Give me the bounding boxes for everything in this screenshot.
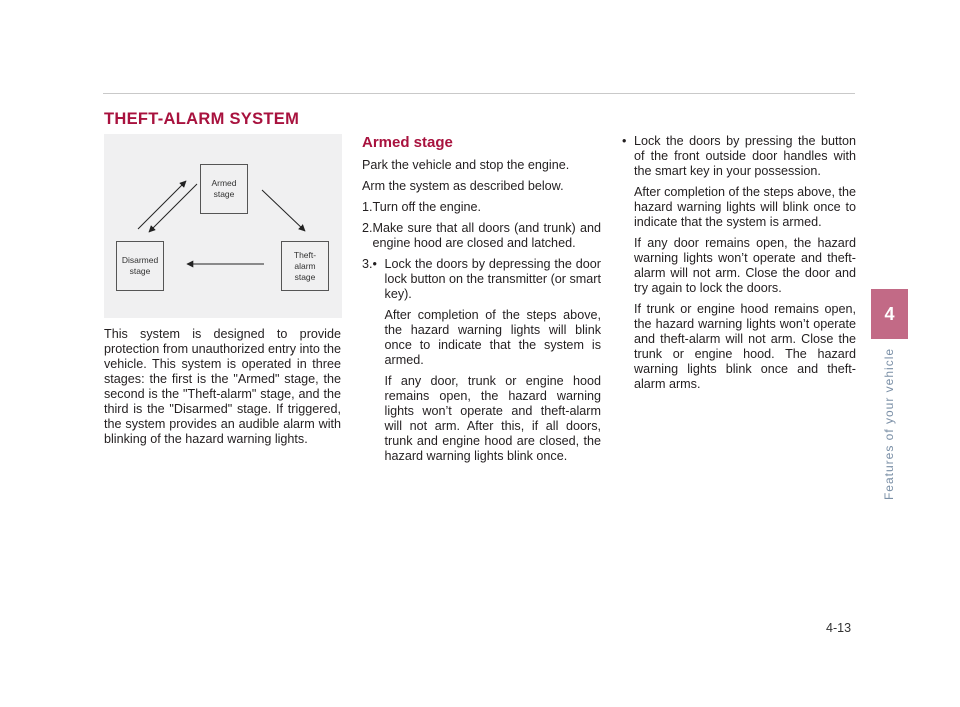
step-2-number: 2.: [362, 221, 373, 235]
armed-stage-box: Armed stage: [200, 164, 248, 214]
bullet-marker: •: [372, 257, 377, 271]
armed-intro-1: Park the vehicle and stop the engine.: [362, 158, 570, 172]
step-3-number: 3.: [362, 257, 373, 271]
bullet-transmitter-text: Lock the doors by depressing the door lock button on the transmitter (or smart key).: [384, 257, 601, 301]
intro-paragraph: This system is designed to provide protection from unauthorized entry into the vehicle. This system is operated in three stages: the first is the "Armed" stage, the second is the "Theft-alarm" stage, and the third is the "Disarmed" stage. If triggered, the system provides an audible alarm with blinking of the hazard warning lights.: [104, 327, 341, 446]
smart-key-column: [618, 134, 856, 392]
arrow-armed-to-disarmed: [149, 184, 197, 232]
chapter-number: 4: [884, 304, 895, 324]
smart-key-armed-note: After completion of the steps above, the hazard warning lights will blink once to indicate that the system is armed.: [634, 185, 856, 229]
step-2-text: Make sure that all doors (and trunk) and engine hood are closed and latched.: [372, 221, 601, 250]
stage-diagram: [104, 134, 342, 318]
armed-intro-2: Arm the system as described below.: [362, 179, 564, 193]
chapter-side-label: Features of your vehicle: [882, 347, 896, 501]
bullet-smart-key: [622, 134, 856, 179]
arrow-disarmed-to-armed: [138, 181, 186, 229]
bullet-smart-key-text: Lock the doors by pressing the button of the front outside door handles with the smart key in your possession.: [634, 134, 856, 178]
arrow-armed-to-theft: [262, 190, 305, 231]
step-1: [362, 200, 601, 215]
armed-stage-title: Armed stage: [362, 134, 453, 151]
step-1-number: 1.: [362, 200, 373, 214]
bullet-marker: •: [622, 134, 627, 148]
disarmed-stage-box: Disarmed stage: [116, 241, 164, 291]
top-rule: [103, 93, 855, 94]
smart-key-door-open-note: If any door remains open, the hazard warning lights won’t operate and theft-alarm will not arm. Close the door and try again to lock the doors.: [634, 236, 856, 295]
theft-alarm-stage-box: Theft-alarm stage: [281, 241, 329, 291]
section-title: THEFT-ALARM SYSTEM: [104, 110, 300, 128]
transmitter-armed-note: After completion of the steps above, the hazard warning lights will blink once to indicate that the system is armed.: [384, 308, 601, 367]
armed-stage-column: [362, 134, 601, 470]
step-2: [362, 221, 601, 251]
transmitter-open-note: If any door, trunk or engine hood remains open, the hazard warning lights won’t operate and theft-alarm will not arm. After this, if all doors, trunk and engine hood are closed, the hazard warning lights blink once.: [384, 374, 601, 463]
intro-column: [104, 327, 341, 447]
bullet-transmitter: [373, 257, 601, 302]
step-1-text: Turn off the engine.: [372, 200, 482, 214]
chapter-tab: [871, 289, 908, 339]
step-3: [362, 257, 601, 464]
page-number: 4-13: [826, 621, 852, 635]
smart-key-trunk-open-note: If trunk or engine hood remains open, the hazard warning lights won’t operate and theft-alarm will not arm. Close the trunk or engine hood. The hazard warning lights blink once and theft-alarm arms.: [634, 302, 856, 391]
